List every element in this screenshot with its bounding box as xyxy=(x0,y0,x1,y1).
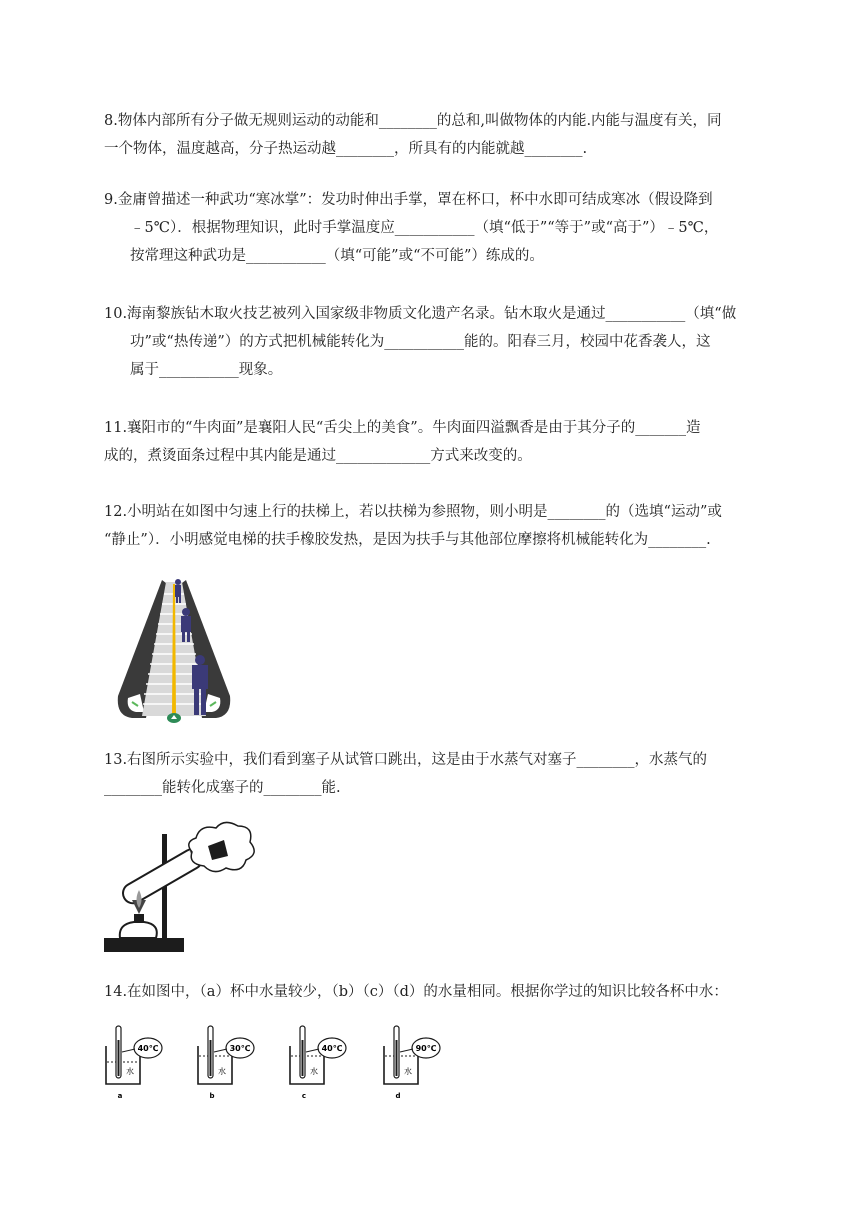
q10-line-3: 属于___________现象。 xyxy=(130,362,283,378)
beaker-temp-label: 40℃ xyxy=(321,1044,343,1053)
beaker-temp-label: 90℃ xyxy=(415,1044,437,1053)
q9-line-3: 按常理这种武功是___________（填“可能”或“不可能”）练成的。 xyxy=(130,248,544,264)
beaker-temp-label: 40℃ xyxy=(137,1044,159,1053)
question-11 xyxy=(104,414,764,470)
q11-line-2: 成的，煮烫面条过程中其内能是通过_____________方式来改变的。 xyxy=(104,448,532,464)
beaker-a xyxy=(106,1026,162,1100)
beaker-letter-label: a xyxy=(117,1092,123,1100)
q13-line-2: ________能转化成塞子的________能. xyxy=(104,780,341,796)
question-12 xyxy=(104,498,764,554)
question-13 xyxy=(104,746,764,802)
question-8 xyxy=(104,107,764,163)
steam-experiment-figure xyxy=(100,820,260,960)
question-14 xyxy=(104,978,764,1006)
beaker-letter-label: c xyxy=(301,1092,307,1100)
q8-line-1: 8.物体内部所有分子做无规则运动的动能和________的总和,叫做物体的内能.内能与温度有关，同 xyxy=(104,113,722,129)
beaker-water-label: 水 xyxy=(218,1067,226,1076)
q8-line-2: 一个物体，温度越高，分子热运动越________，所具有的内能就越________. xyxy=(104,141,588,157)
q12-line-2: “静止”）．小明感觉电梯的扶手橡胶发热，是因为扶手与其他部位摩擦将机械能转化为________. xyxy=(104,532,711,548)
q14-line-1: 14.在如图中，（a）杯中水量较少，（b）（c）（d）的水量相同。根据你学过的知识比较各杯中水： xyxy=(104,984,728,1000)
beaker-water-label: 水 xyxy=(310,1067,318,1076)
q13-line-1: 13.右图所示实验中，我们看到塞子从试管口跳出，这是由于水蒸气对塞子________，水蒸气的 xyxy=(104,752,708,768)
beaker-c xyxy=(290,1026,346,1100)
beaker-letter-label: b xyxy=(209,1092,215,1100)
q12-line-1: 12.小明站在如图中匀速上行的扶梯上，若以扶梯为参照物，则小明是________的（选填“运动”或 xyxy=(104,504,722,520)
beakers-figure xyxy=(104,1022,464,1104)
q11-line-1: 11.襄阳市的“牛肉面”是襄阳人民“舌尖上的美食”。牛肉面四溢飘香是由于其分子的_______造 xyxy=(104,420,701,436)
beaker-water-label: 水 xyxy=(404,1067,412,1076)
q10-line-2: 功”或“热传递”）的方式把机械能转化为___________能的。阳春三月，校园中花香袭人，这 xyxy=(130,334,711,350)
question-10 xyxy=(104,300,764,384)
beakers-svg xyxy=(104,1022,464,1104)
q9-line-1: 9.金庸曾描述一种武功“寒冰掌”：发功时伸出手掌，罩在杯口，杯中水即可结成寒冰（假设降到 xyxy=(104,192,713,208)
q9-line-2: ﹣5℃）．根据物理知识，此时手掌温度应___________（填“低于”“等于”或“高于”）﹣5℃， xyxy=(130,220,719,236)
question-9 xyxy=(104,186,764,270)
beaker-d xyxy=(384,1026,440,1100)
beaker-b xyxy=(198,1026,254,1100)
beaker-water-label: 水 xyxy=(126,1067,134,1076)
beaker-letter-label: d xyxy=(395,1092,401,1100)
escalator-figure xyxy=(114,576,234,724)
beaker-temp-label: 30℃ xyxy=(229,1044,251,1053)
q10-line-1: 10.海南黎族钻木取火技艺被列入国家级非物质文化遗产名录。钻木取火是通过___________（填“做 xyxy=(104,306,737,322)
